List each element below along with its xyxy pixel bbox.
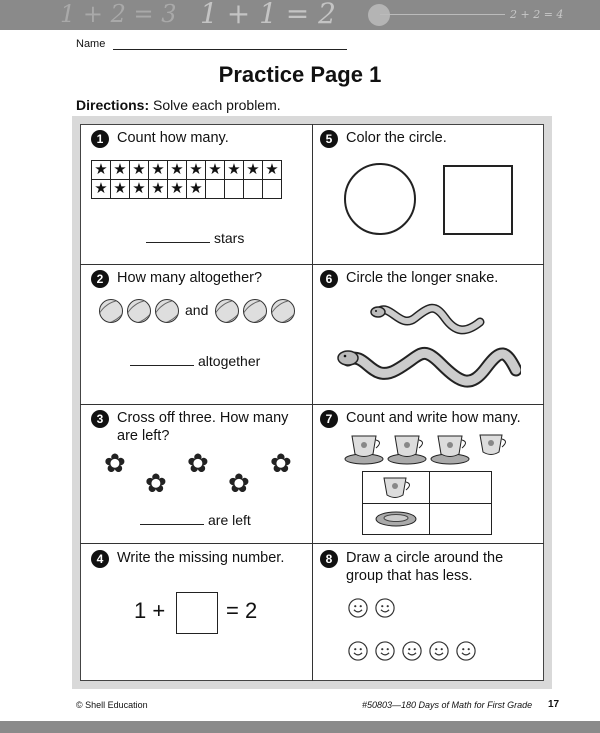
grid-divider-row-3 — [80, 543, 544, 544]
teacup-icon — [430, 432, 470, 466]
banner-equation-left: 1 + 2 = 3 — [60, 0, 177, 28]
star-icon: ★ — [111, 161, 130, 180]
bottom-banner — [0, 721, 600, 733]
page-number: 17 — [548, 699, 560, 710]
and-word: and — [185, 302, 209, 318]
name-field[interactable] — [113, 49, 347, 50]
smiley-icon — [375, 641, 395, 661]
star-icon: ★ — [187, 161, 206, 180]
baseball-icon — [99, 299, 123, 323]
star-icon: ★ — [130, 180, 149, 199]
book-title: #50803—180 Days of Math for First Grade — [362, 700, 533, 710]
empty-cell — [206, 180, 225, 199]
problem-8-number: 8 — [320, 550, 338, 568]
star-grid — [91, 160, 282, 199]
missing-number-box[interactable] — [176, 592, 218, 634]
grid-divider-vertical — [312, 124, 313, 681]
directions-label: Directions: — [76, 97, 150, 113]
problem-4-number: 4 — [91, 550, 109, 568]
banner-equation-middle: 1 + 1 = 2 — [200, 0, 336, 30]
problem-8-prompt: Draw a circle around the group that has less. — [346, 550, 504, 584]
answer-unit: are left — [208, 512, 251, 528]
equation-right: = 2 — [226, 598, 258, 623]
star-icon: ★ — [225, 161, 244, 180]
teacup-icon — [476, 432, 510, 458]
answer-blank[interactable] — [140, 524, 204, 525]
baseball-icon — [271, 299, 295, 323]
problem-5-prompt: Color the circle. — [346, 130, 447, 146]
answer-unit: altogether — [198, 353, 261, 369]
directions-text: Solve each problem. — [153, 97, 281, 113]
star-grid-row — [92, 180, 282, 199]
flower-icon: ✿ — [104, 448, 126, 478]
circle-shape[interactable] — [344, 163, 416, 235]
page-title: Practice Page 1 — [218, 62, 382, 87]
empty-cell — [263, 180, 282, 199]
snake-icon-short[interactable] — [370, 300, 485, 336]
banner-equation-right: 2 + 2 = 4 — [510, 8, 564, 21]
answer-blank[interactable] — [146, 242, 210, 243]
teacup-icon — [380, 475, 414, 501]
smiley-icon — [402, 641, 422, 661]
smiley-icon — [456, 641, 476, 661]
name-label: Name — [76, 38, 106, 50]
star-icon: ★ — [149, 180, 168, 199]
saucer-icon — [375, 510, 417, 530]
answer-blank[interactable] — [130, 365, 194, 366]
problem-1-prompt: Count how many. — [117, 130, 229, 146]
problem-3-answer — [140, 512, 251, 528]
problem-7-prompt: Count and write how many. — [346, 410, 521, 426]
star-icon: ★ — [244, 161, 263, 180]
smiley-icon — [375, 598, 395, 618]
ruler-icon — [380, 14, 505, 30]
smiley-icon — [429, 641, 449, 661]
answer-unit: stars — [214, 230, 245, 246]
directions — [76, 97, 281, 113]
star-icon: ★ — [187, 180, 206, 199]
teacup-icon — [344, 432, 384, 466]
star-icon: ★ — [263, 161, 282, 180]
grid-divider-row-2 — [80, 404, 544, 405]
baseball-icon — [127, 299, 151, 323]
star-icon: ★ — [130, 161, 149, 180]
star-icon: ★ — [168, 161, 187, 180]
top-banner — [0, 0, 600, 30]
teacup-icon — [387, 432, 427, 466]
baseball-icon — [155, 299, 179, 323]
star-icon: ★ — [206, 161, 225, 180]
problem-2-number: 2 — [91, 270, 109, 288]
problem-1-answer — [146, 230, 244, 246]
problem-3-prompt: Cross off three. How many are left? — [117, 410, 289, 444]
empty-cell — [244, 180, 263, 199]
problem-1-number: 1 — [91, 130, 109, 148]
problem-5-number: 5 — [320, 130, 338, 148]
count-table — [362, 471, 492, 535]
smiley-icon — [348, 598, 368, 618]
problem-4-prompt: Write the missing number. — [117, 550, 285, 566]
flower-icon: ✿ — [145, 468, 167, 498]
equation-left: 1 + — [134, 598, 166, 623]
baseball-icon — [243, 299, 267, 323]
smiley-icon — [348, 641, 368, 661]
star-icon: ★ — [92, 161, 111, 180]
problem-3-number: 3 — [91, 410, 109, 428]
empty-cell — [225, 180, 244, 199]
star-icon: ★ — [92, 180, 111, 199]
saucer-count-cell[interactable] — [430, 504, 492, 535]
star-grid-row — [92, 161, 282, 180]
flower-icon: ✿ — [187, 448, 209, 478]
star-icon: ★ — [111, 180, 130, 199]
square-shape — [443, 165, 513, 235]
baseball-icon — [215, 299, 239, 323]
cup-count-cell[interactable] — [430, 472, 492, 503]
problem-2-answer — [130, 353, 260, 369]
star-icon: ★ — [168, 180, 187, 199]
grid-divider-row-1 — [80, 264, 544, 265]
star-icon: ★ — [149, 161, 168, 180]
flower-icon: ✿ — [270, 448, 292, 478]
problem-6-prompt: Circle the longer snake. — [346, 270, 499, 286]
problem-6-number: 6 — [320, 270, 338, 288]
snake-icon-long[interactable] — [336, 340, 521, 392]
copyright: © Shell Education — [76, 700, 148, 710]
problem-2-prompt: How many altogether? — [117, 270, 263, 286]
flower-icon: ✿ — [228, 468, 250, 498]
problem-7-number: 7 — [320, 410, 338, 428]
